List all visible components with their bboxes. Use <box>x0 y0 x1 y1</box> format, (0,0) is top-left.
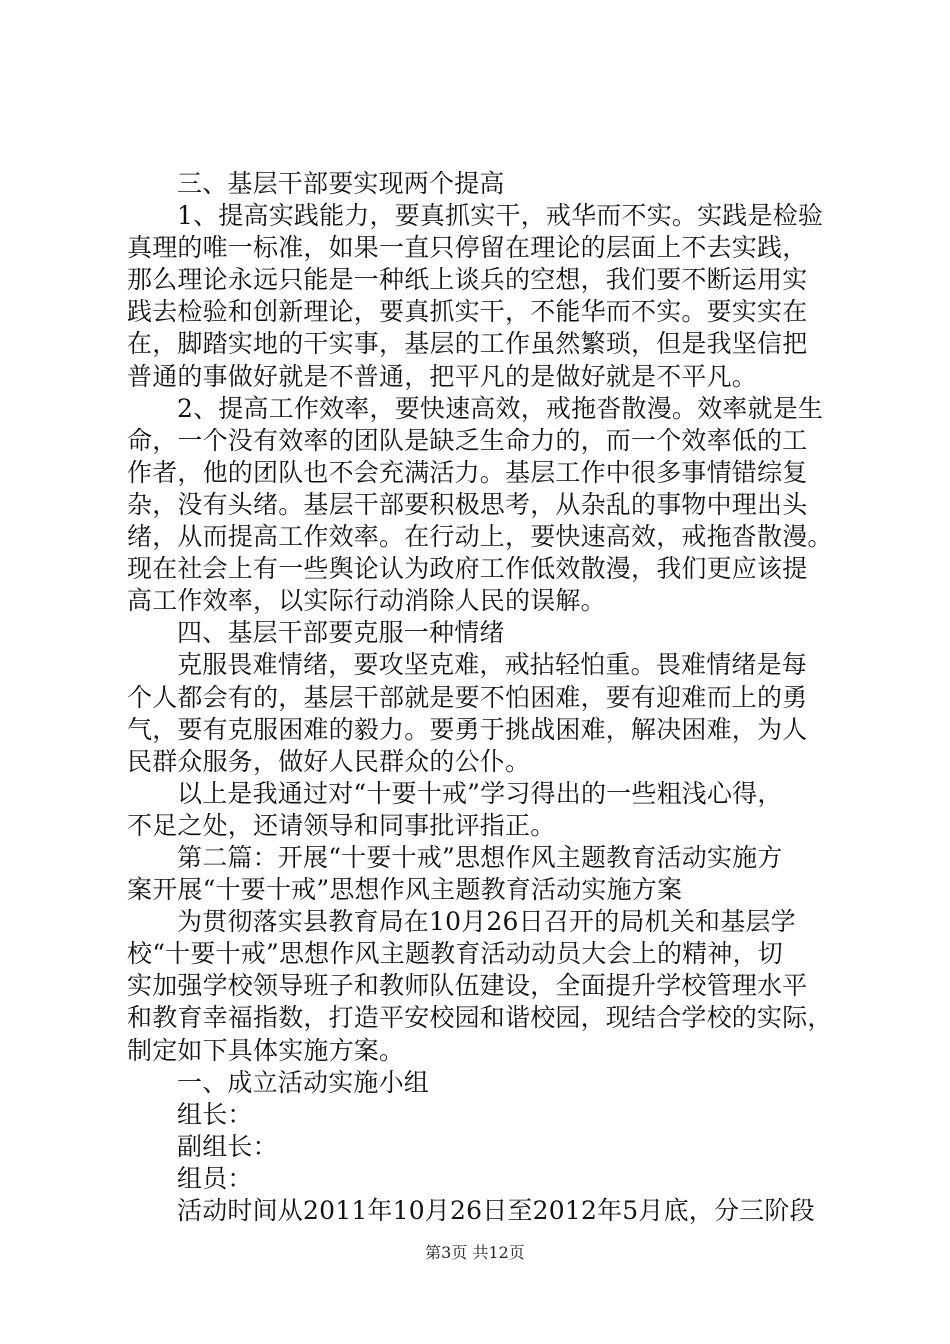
section-heading: 四、基层干部要克服一种情绪 <box>177 618 505 648</box>
paragraph-line: 作者，他的团队也不会充满活力。基层工作中很多事情错综复 <box>127 457 808 487</box>
paragraph-line: 践去检验和创新理论，要真抓实干，不能华而不实。要实实在 <box>127 297 808 327</box>
group-leader-label: 组长： <box>177 1099 253 1129</box>
document-body <box>127 168 832 1227</box>
group-member-label: 组员： <box>177 1163 253 1193</box>
section-heading: 一、成立活动实施小组 <box>177 1067 430 1097</box>
chapter-heading: 案开展“十要十戒”思想作风主题教育活动实施方案 <box>127 875 683 905</box>
deputy-leader-label: 副组长： <box>177 1131 278 1161</box>
paragraph-line: 个人都会有的，基层干部就是要不怕困难，要有迎难而上的勇 <box>127 682 808 712</box>
paragraph-line: 绪，从而提高工作效率。在行动上，要快速高效，戒拖沓散漫。 <box>127 522 833 552</box>
paragraph-line: 2、提高工作效率，要快速高效，戒拖沓散漫。效率就是生 <box>177 393 824 423</box>
paragraph-line: 现在社会上有一些舆论认为政府工作低效散漫，我们更应该提 <box>127 554 808 584</box>
paragraph-line: 实加强学校领导班子和教师队伍建设，全面提升学校管理水平 <box>127 971 808 1001</box>
section-heading: 三、基层干部要实现两个提高 <box>177 169 505 198</box>
paragraph-line: 杂，没有头绪。基层干部要积极思考，从杂乱的事物中理出头 <box>127 489 808 519</box>
paragraph-line: 气，要有克服困难的毅力。要勇于挑战困难，解决困难，为人 <box>127 714 808 744</box>
paragraph-line: 克服畏难情绪，要攻坚克难，戒拈轻怕重。畏难情绪是每 <box>177 650 808 680</box>
paragraph-line: 为贯彻落实县教育局在10月26日召开的局机关和基层学 <box>177 907 796 937</box>
paragraph-line: 和教育幸福指数，打造平安校园和谐校园，现结合学校的实际， <box>127 1003 833 1033</box>
paragraph-line: 在，脚踏实地的干实事，基层的工作虽然繁琐，但是我坚信把 <box>127 329 808 359</box>
paragraph-line: 真理的唯一标准，如果一直只停留在理论的层面上不去实践， <box>127 233 808 263</box>
paragraph-line: 普通的事做好就是不普通，把平凡的是做好就是不平凡。 <box>127 361 758 391</box>
paragraph-line: 制定如下具体实施方案。 <box>127 1035 405 1065</box>
paragraph-line: 校“十要十戒”思想作风主题教育活动动员大会上的精神，切 <box>127 939 783 969</box>
paragraph-line: 以上是我通过对“十要十戒”学习得出的一些粗浅心得， <box>177 778 783 808</box>
paragraph-line: 那么理论永远只能是一种纸上谈兵的空想，我们要不断运用实 <box>127 265 808 295</box>
paragraph-line: 活动时间从2011年10月26日至2012年5月底，分三阶段 <box>177 1196 815 1225</box>
chapter-heading: 第二篇：开展“十要十戒”思想作风主题教育活动实施方 <box>177 842 783 872</box>
paragraph-line: 不足之处，还请领导和同事批评指正。 <box>127 810 556 840</box>
paragraph-line: 命，一个没有效率的团队是缺乏生命力的，而一个效率低的工 <box>127 425 808 455</box>
page-number-footer: 第3页 共12页 <box>425 1243 525 1262</box>
paragraph-line: 高工作效率，以实际行动消除人民的误解。 <box>127 586 606 616</box>
paragraph-line: 民群众服务，做好人民群众的公仆。 <box>127 746 531 776</box>
paragraph-line: 1、提高实践能力，要真抓实干，戒华而不实。实践是检验 <box>177 201 824 231</box>
